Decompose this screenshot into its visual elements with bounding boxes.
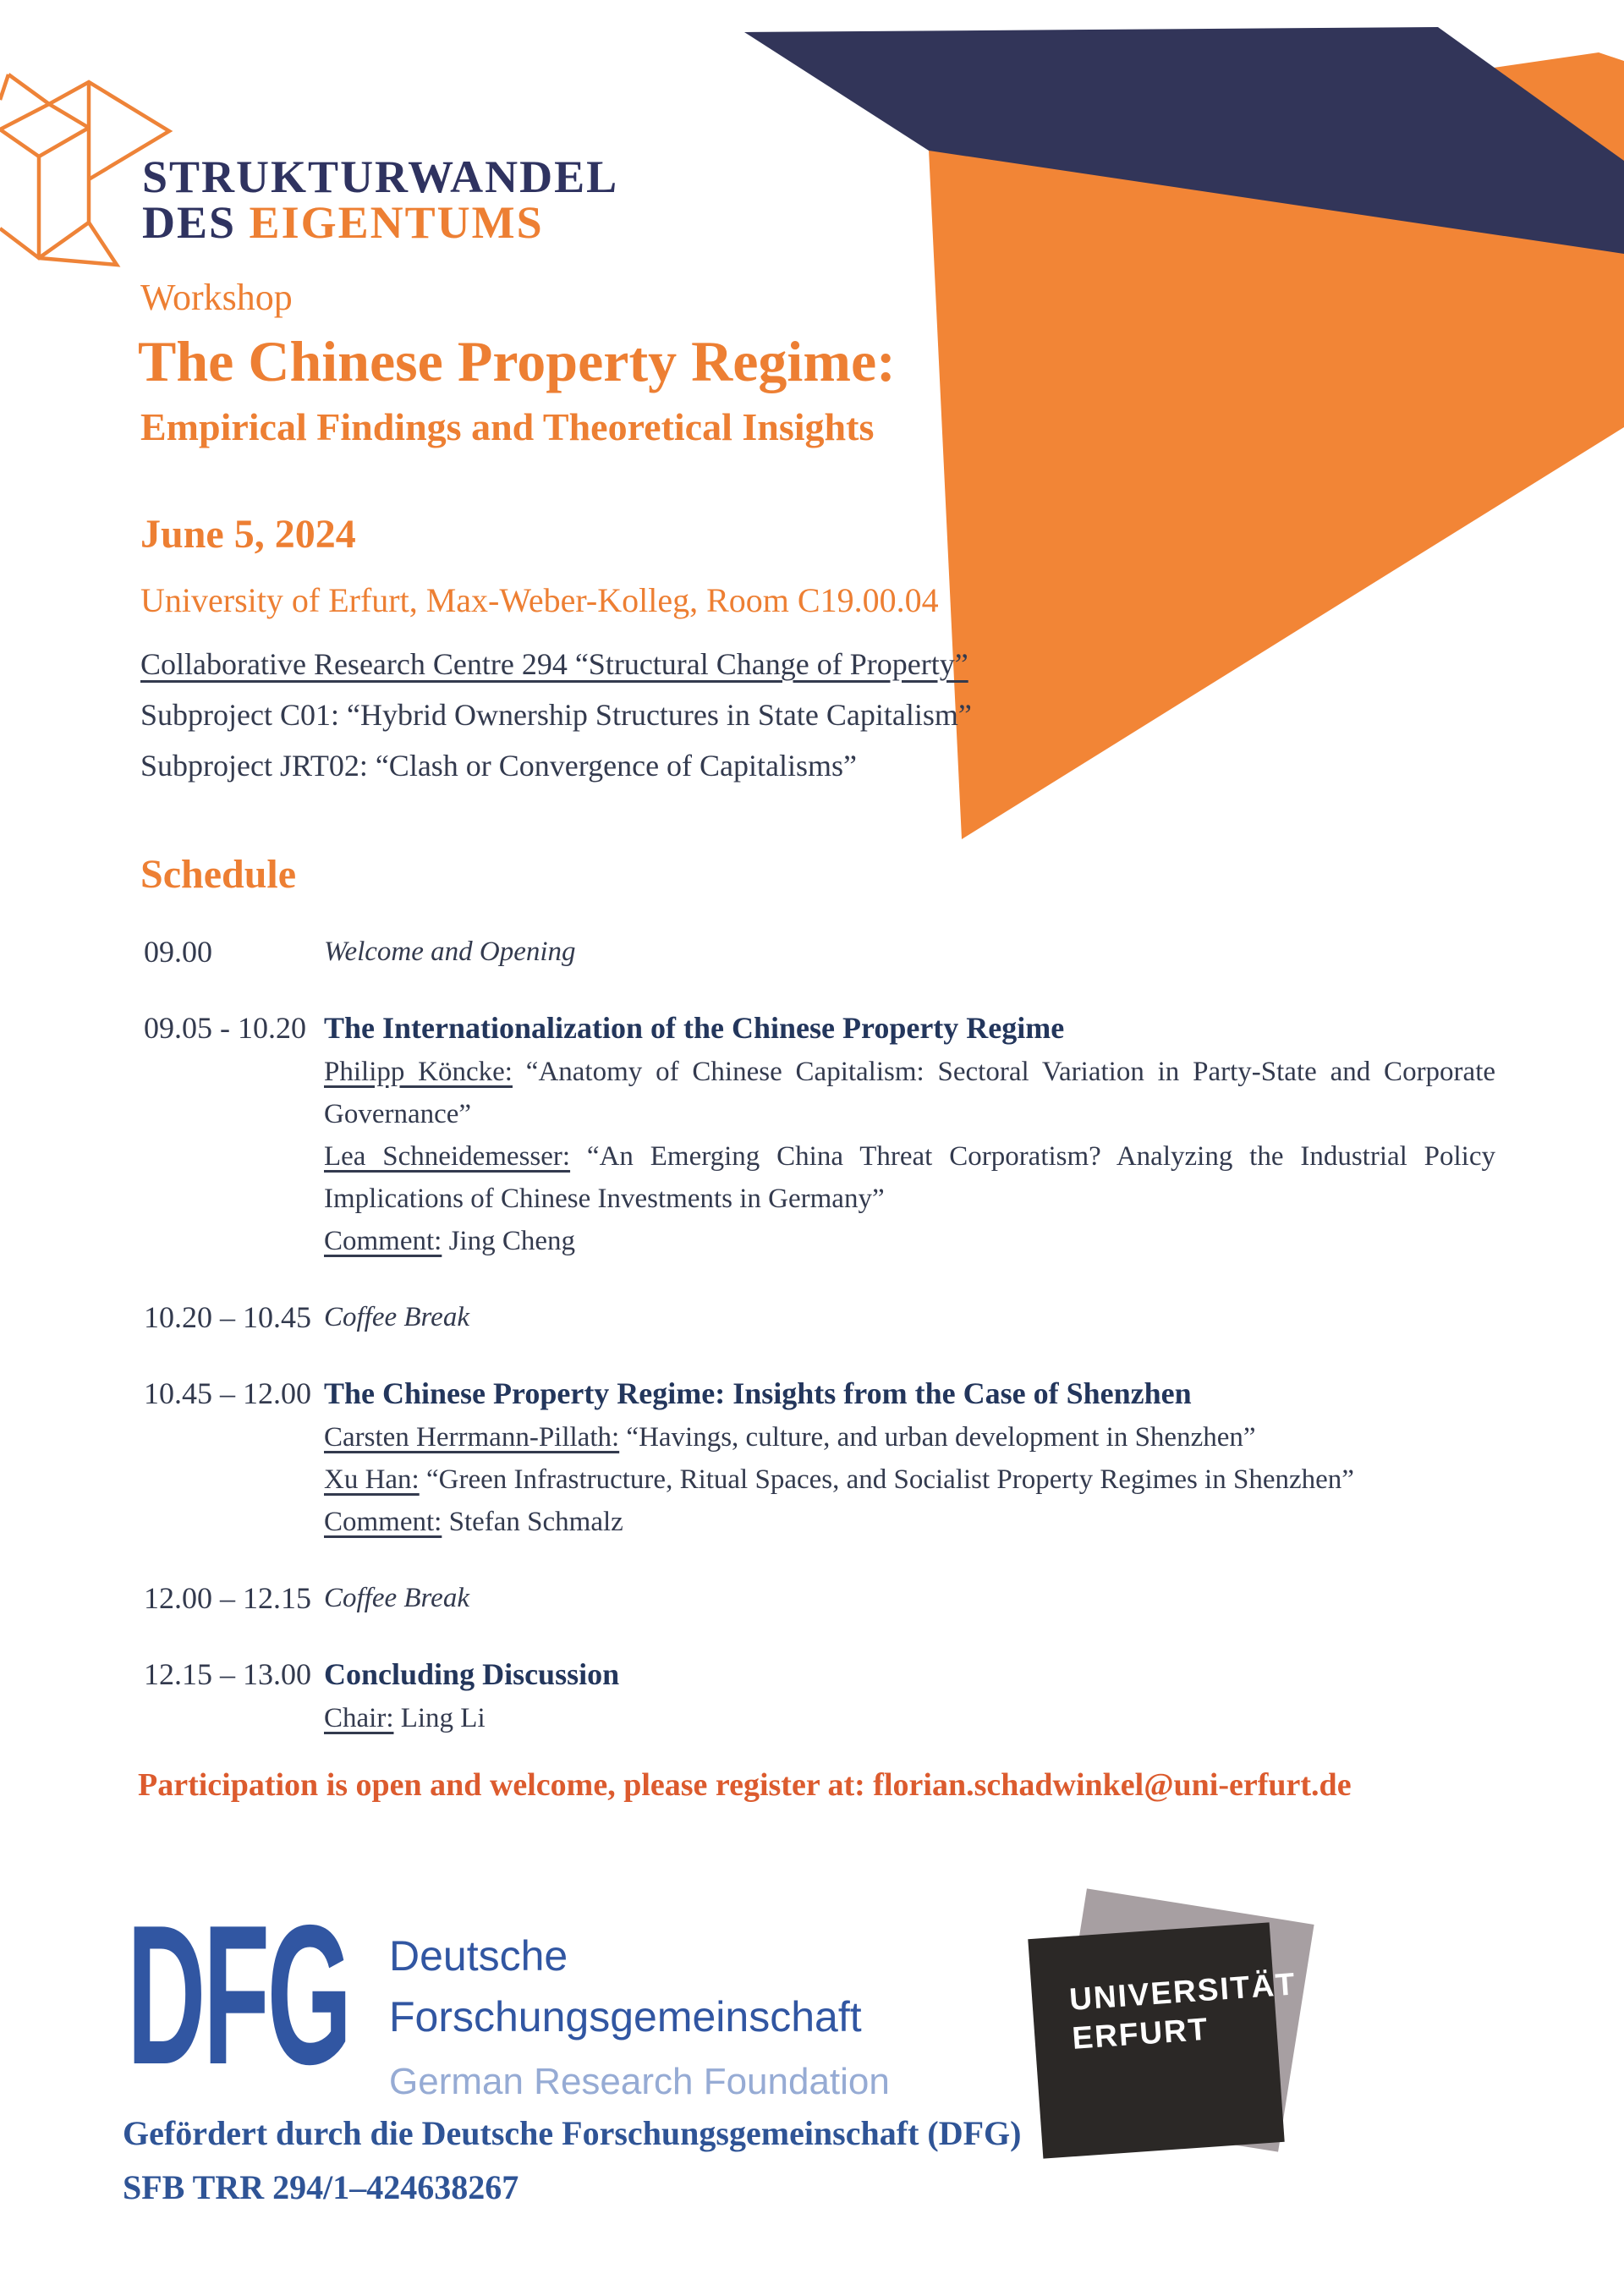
funding-line-1: Gefördert durch die Deutsche Forschungsgemeinschaft (DFG) [123,2114,1022,2152]
schedule-time: 12.15 – 13.00 [144,1657,311,1691]
funding-line-2: SFB TRR 294/1–424638267 [123,2168,519,2206]
erfurt-line2: ERFURT [1071,2011,1210,2056]
kicker: Workshop [140,277,293,318]
schedule-line [324,1653,1495,1697]
schedule-time: 12.00 – 12.15 [144,1581,311,1615]
dfg-logo-subtitle: German Research Foundation [389,2061,890,2102]
dfg-name-line1: Deutsche [389,1932,568,1980]
schedule-line [324,1007,1495,1051]
event-date: June 5, 2024 [140,512,356,557]
schedule-line [324,1501,1495,1543]
schedule-line [324,1416,1495,1458]
schedule-text-span: Jing Cheng [442,1226,576,1256]
schedule-text-span: Stefan Schmalz [442,1507,623,1537]
subproject-2: Subproject JRT02: “Clash or Convergence of Capitalisms” [140,749,858,783]
logo-line1: STRUKTURWANDEL [142,151,619,202]
research-centre-line: Collaborative Research Centre 294 “Structural Change of Property” [140,647,968,681]
schedule-text-span: Carsten Herrmann-Pillath: [324,1422,620,1453]
schedule-description [324,1653,1495,1739]
registration-note: Participation is open and welcome, please register at: florian.schadwinkel@uni-erfurt.de [138,1767,1352,1803]
schedule-description [324,1372,1495,1543]
schedule-row [144,931,1497,973]
schedule-text-span: Welcome and Opening [324,937,576,967]
schedule-description [324,1296,1495,1338]
schedule-text-span: Comment: [324,1226,442,1256]
schedule-time: 10.45 – 12.00 [144,1376,311,1410]
logo-line2 [142,197,618,248]
erfurt-line1: UNIVERSITÄT [1067,1966,1298,2017]
schedule-text-span: Xu Han: [324,1464,420,1495]
schedule-description [324,1007,1495,1262]
schedule-row [144,1577,1497,1619]
dfg-name-line2: Forschungsgemeinschaft [389,1993,862,2041]
schedule-row [144,1372,1497,1543]
schedule-line [324,931,1495,973]
erfurt-logo [1011,1899,1324,2178]
schedule-text-span: “An Emerging China Threat Corporatism? Analyzing the Industrial Policy Implications of Chinese Investments in Germany” [324,1141,1495,1214]
schedule-row [144,1007,1497,1262]
schedule-line [324,1135,1495,1220]
schedule-time: 10.20 – 10.45 [144,1300,311,1334]
schedule-heading: Schedule [140,852,297,897]
schedule-text-span: Philipp Köncke: [324,1057,513,1087]
logo-wordmark [142,151,619,248]
schedule-text-span: Comment: [324,1507,442,1537]
schedule-line [324,1458,1495,1501]
dfg-logo-acronym: DFG [127,1883,349,2106]
schedule-line [324,1220,1495,1262]
schedule-text-span: The Chinese Property Regime: Insights from the Case of Shenzhen [324,1376,1192,1410]
schedule-text-span: The Internationalization of the Chinese Property Regime [324,1011,1065,1045]
schedule-line [324,1697,1495,1739]
page-title: The Chinese Property Regime: [138,329,896,393]
schedule-text-span: Ling Li [393,1703,486,1733]
schedule-line [324,1296,1495,1338]
schedule-line [324,1372,1495,1416]
schedule-row [144,1653,1497,1739]
schedule-text-span: “Havings, culture, and urban development in Shenzhen” [619,1422,1256,1453]
schedule-text-span: Concluding Discussion [324,1657,620,1691]
schedule-text-span: “Anatomy of Chinese Capitalism: Sectoral Variation in Party-State and Corporate Governance” [324,1057,1496,1129]
schedule-description [324,1577,1495,1619]
schedule-text-span: Chair: [324,1703,394,1733]
schedule-line [324,1577,1495,1619]
erfurt-logo-dark-square [1028,1922,1298,2158]
schedule-line [324,1051,1495,1135]
logo-eigentums: EIGENTUMS [249,197,544,248]
event-venue: University of Erfurt, Max-Weber-Kolleg, Room C19.00.04 [140,581,939,619]
schedule-text-span: Coffee Break [324,1302,469,1332]
schedule-text-span: “Green Infrastructure, Ritual Spaces, and Socialist Property Regimes in Shenzhen” [419,1464,1354,1495]
schedule-time: 09.00 [144,935,212,969]
schedule-rows [144,931,1497,1773]
schedule-time: 09.05 - 10.20 [144,1011,306,1045]
logo-des: DES [142,197,250,248]
subproject-1: Subproject C01: “Hybrid Ownership Structures in State Capitalism” [140,698,972,732]
schedule-text-span: Coffee Break [324,1583,469,1613]
schedule-text-span: Lea Schneidemesser: [324,1141,571,1172]
dfg-logo-name [389,1925,862,2047]
page-subtitle: Empirical Findings and Theoretical Insights [140,405,875,448]
schedule-row [144,1296,1497,1338]
schedule-description [324,931,1495,973]
